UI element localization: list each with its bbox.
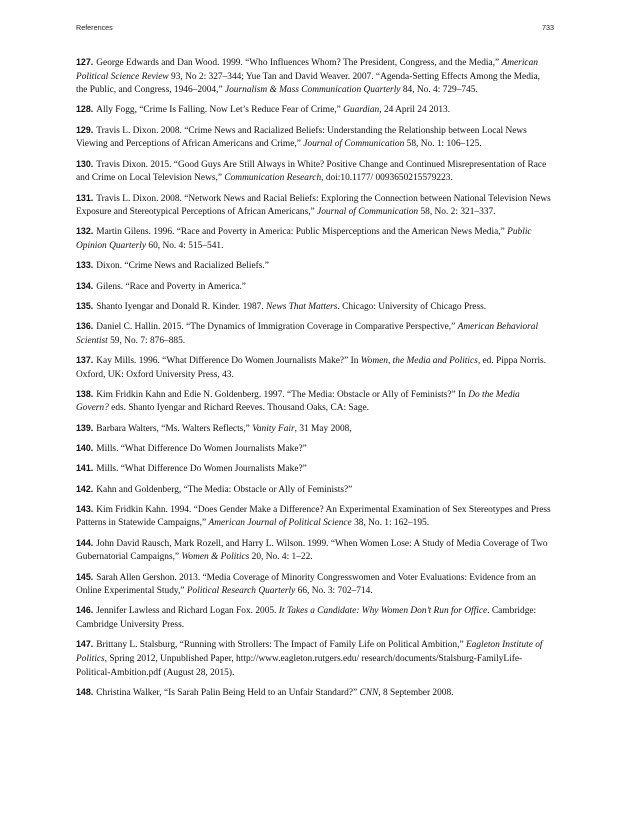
reference-text: Martin Gilens. 1996. “Race and Poverty in America: Public Misperceptions and the American News Media,”	[96, 227, 508, 238]
reference-number: 141.	[76, 463, 94, 474]
reference-number: 134.	[76, 280, 94, 291]
reference-text: . Chicago: University of Chicago Press.	[337, 301, 487, 312]
reference-number: 147.	[76, 639, 94, 650]
reference-entry	[76, 686, 552, 701]
reference-text: Mills. “What Difference Do Women Journalists Make?”	[96, 444, 307, 454]
reference-text: 93, No 2: 327–344; Yue Tan and David Weaver. 2007. “Agenda-Setting Effects Among the Media, the Public, and Congress, 1946–2004,”	[76, 71, 541, 96]
reference-number: 133.	[76, 260, 94, 271]
reference-number: 132.	[76, 226, 94, 237]
reference-text: Kim Fridkin Kahn. 1994. “Does Gender Make a Difference? An Experimental Examination of Sex Stereotypes and Press Patterns in Statewide Campaigns,”	[76, 504, 551, 529]
reference-text: George Edwards and Dan Wood. 1999. “Who Influences Whom? The President, Congress, and the Media,”	[96, 58, 502, 68]
reference-text: John David Rausch, Mark Rozell, and Harry L. Wilson. 1999. “When Women Lose: A Study of Media Coverage of Two Gubernatorial Campaigns,”	[76, 538, 548, 563]
reference-title-italic: American Journal of Political Science	[208, 518, 352, 529]
reference-title-italic: Journalism & Mass Communication Quarterly	[224, 85, 401, 96]
reference-text: Daniel C. Hallin. 2015. “The Dynamics of Immigration Coverage in Comparative Perspective,”	[96, 322, 458, 333]
reference-text: 60, No. 4: 515–541.	[146, 240, 224, 251]
reference-title-italic: Women & Politics	[181, 552, 250, 563]
reference-text: Travis L. Dixon. 2008. “Network News and Racial Beliefs: Exploring the Connection between National Television News Exposure and Stereotypical Perceptions of African Americans,”	[76, 193, 551, 218]
reference-text: Christina Walker, “Is Sarah Palin Being Held to an Unfair Standard?”	[96, 687, 360, 698]
reference-number: 129.	[76, 124, 94, 135]
reference-entry	[76, 537, 552, 565]
reference-text: , doi:10.1177/ 0093650215579223.	[321, 173, 453, 184]
reference-number: 127.	[76, 57, 94, 67]
reference-entry	[76, 259, 552, 274]
reference-entry	[76, 192, 552, 220]
reference-number: 143.	[76, 503, 94, 514]
reference-entry	[76, 483, 552, 498]
reference-number: 138.	[76, 388, 94, 399]
reference-number: 131.	[76, 192, 94, 203]
reference-title-italic: CNN	[359, 687, 379, 698]
reference-text: Sarah Allen Gershon. 2013. “Media Coverage of Minority Congresswomen and Voter Evaluations: Evidence from an Online Experimental Study,”	[76, 572, 536, 597]
reference-entry	[76, 103, 552, 118]
running-header	[76, 23, 554, 35]
reference-entry	[76, 225, 552, 253]
page-number: 733	[542, 23, 554, 32]
reference-entry	[76, 300, 552, 315]
reference-entry	[76, 604, 552, 632]
reference-title-italic: Women, the Media and Politics	[360, 355, 478, 366]
reference-text: 58, No. 2: 321–337.	[418, 207, 496, 218]
reference-title-italic: American Behavioral Scientist	[76, 322, 539, 346]
reference-title-italic: News That Matters	[266, 301, 338, 312]
reference-text: 20, No. 4: 1–22.	[249, 552, 313, 563]
reference-text: Travis L. Dixon. 2008. “Crime News and Racialized Beliefs: Understanding the Relationship between Local News Viewing and Perceptions of African Americans and Crime,”	[76, 125, 527, 150]
reference-text: , 8 September 2008.	[378, 687, 454, 698]
reference-title-italic: Do the Media Govern?	[76, 389, 520, 414]
reference-title-italic: Journal of Communication	[303, 139, 405, 150]
reference-list	[76, 56, 552, 706]
reference-entry	[76, 462, 552, 477]
reference-text: Kay Mills. 1996. “What Difference Do Women Journalists Make?” In	[96, 355, 361, 366]
reference-text: Jennifer Lawless and Richard Logan Fox. 2005.	[96, 606, 279, 617]
reference-entry	[76, 442, 552, 457]
reference-text: 66, No. 3: 702–714.	[295, 586, 373, 597]
reference-text: 84, No. 4: 729–745.	[400, 85, 478, 96]
reference-number: 135.	[76, 300, 94, 311]
reference-text: , 31 May 2008,	[294, 423, 352, 434]
reference-entry	[76, 280, 552, 295]
reference-number: 130.	[76, 158, 94, 169]
reference-title-italic: Guardian	[343, 105, 380, 116]
reference-number: 144.	[76, 537, 94, 548]
reference-text: Travis Dixon. 2015. “Good Guys Are Still Always in White? Positive Change and Continued Misrepresentation of Race and Crime on Local Television News,”	[76, 159, 547, 184]
reference-number: 137.	[76, 354, 94, 365]
reference-title-italic: American Political Science Review	[76, 58, 538, 82]
reference-entry	[76, 638, 552, 680]
reference-title-italic: Public Opinion Quarterly	[76, 227, 532, 251]
reference-text: Ally Fogg, “Crime Is Falling. Now Let’s Reduce Fear of Crime,”	[96, 105, 344, 116]
reference-text: Gilens. “Race and Poverty in America.”	[96, 281, 246, 292]
reference-text: Mills. “What Difference Do Women Journalists Make?”	[96, 464, 307, 475]
reference-entry	[76, 571, 552, 599]
reference-title-italic: Communication Research	[224, 173, 322, 184]
reference-text: , Spring 2012, Unpublished Paper, http://www.eagleton.rutgers.edu/ research/documents/Stalsburg-FamilyLife-Political-Ambition.pdf (August 28, 2015).	[76, 653, 523, 678]
reference-number: 146.	[76, 605, 94, 616]
reference-text: Dixon. “Crime News and Racialized Beliefs.”	[96, 261, 269, 272]
section-title: References	[76, 23, 113, 32]
reference-text: Shanto Iyengar and Donald R. Kinder. 1987.	[96, 301, 267, 312]
reference-text: eds. Shanto Iyengar and Richard Reeves. Thousand Oaks, CA: Sage.	[108, 403, 370, 414]
reference-entry	[76, 56, 552, 98]
reference-title-italic: Journal of Communication	[317, 207, 419, 218]
reference-entry	[76, 320, 552, 348]
reference-number: 136.	[76, 321, 94, 332]
reference-entry	[76, 124, 552, 152]
reference-title-italic: Political Research Quarterly	[186, 586, 296, 597]
reference-entry	[76, 503, 552, 531]
reference-title-italic: It Takes a Candidate: Why Women Don’t Run for Office	[278, 606, 488, 617]
reference-title-italic: Vanity Fair	[252, 423, 295, 434]
reference-entry	[76, 422, 552, 437]
reference-entry	[76, 388, 552, 416]
reference-text: , 24 April 24 2013.	[379, 105, 451, 116]
reference-title-italic: Eagleton Institute of Politics	[76, 640, 543, 664]
reference-text: . Cambridge: Cambridge University Press.	[76, 606, 537, 631]
reference-text: 38, No. 1: 162–195.	[351, 518, 430, 529]
reference-number: 128.	[76, 104, 94, 115]
reference-number: 148.	[76, 686, 94, 697]
reference-text: Brittany L. Stalsburg, “Running with Strollers: The Impact of Family Life on Political Ambition,”	[96, 640, 466, 651]
reference-entry	[76, 158, 552, 186]
reference-text: 59, No. 7: 876–885.	[107, 335, 186, 346]
reference-text: , ed. Pippa Norris. Oxford, UK: Oxford University Press, 43.	[76, 355, 547, 380]
reference-number: 145.	[76, 571, 94, 582]
reference-number: 142.	[76, 483, 94, 494]
reference-text: Kim Fridkin Kahn and Edie N. Goldenberg. 1997. “The Media: Obstacle or Ally of Feminists?” In	[96, 389, 469, 400]
reference-text: Kahn and Goldenberg, “The Media: Obstacle or Ally of Feminists?”	[96, 484, 353, 495]
reference-number: 140.	[76, 443, 94, 453]
reference-text: Barbara Walters, “Ms. Walters Reflects,”	[96, 423, 253, 434]
reference-entry	[76, 354, 552, 382]
reference-text: 58, No. 1: 106–125.	[404, 139, 482, 150]
reference-number: 139.	[76, 422, 94, 433]
